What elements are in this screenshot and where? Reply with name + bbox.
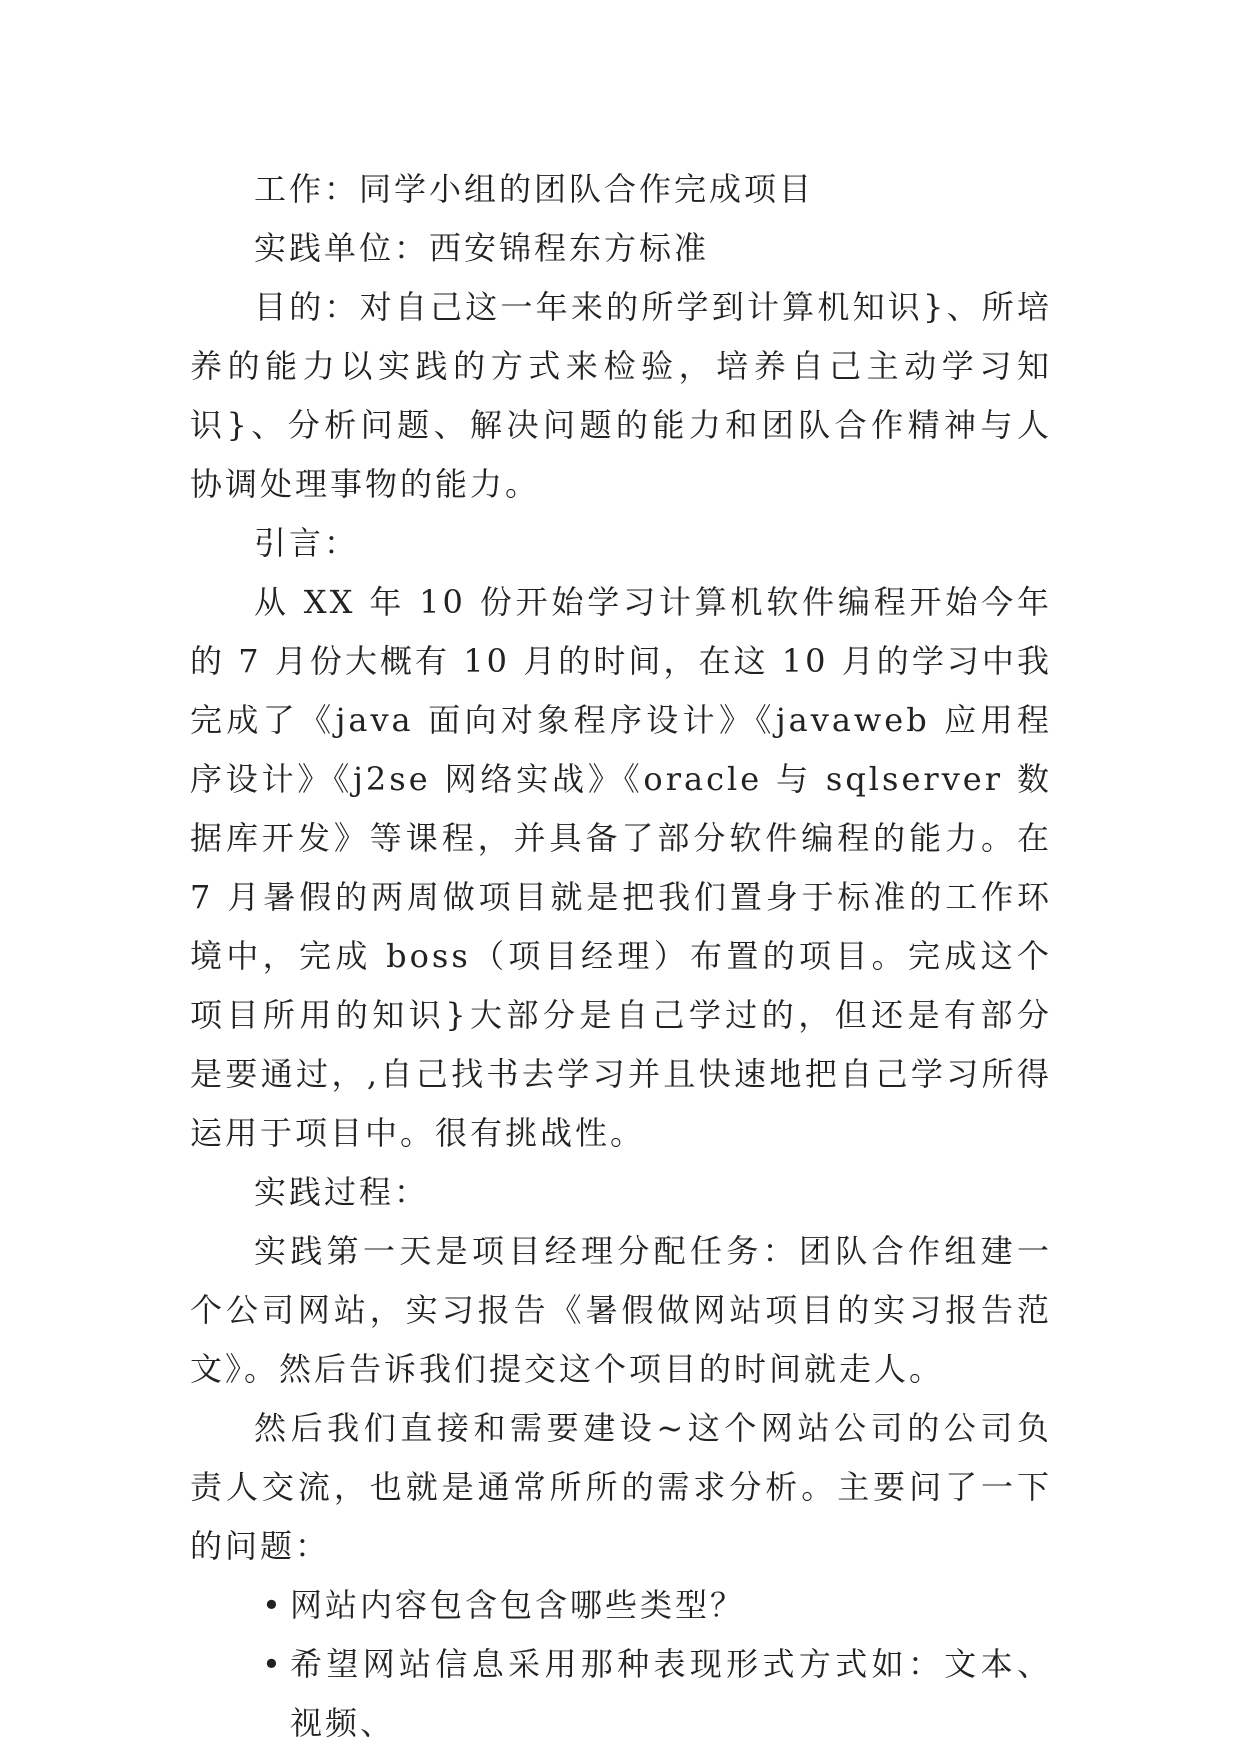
paragraph-work: 工作：同学小组的团队合作完成项目 [254, 170, 815, 208]
paragraph-day-one: 实践第一天是项目经理分配任务：团队合作组建一个公司网站，实习报告《暑假做网站项目的实习报告范文》。然后告诉我们提交这个项目的时间就走人。 [190, 1232, 1052, 1388]
bullet-dot: • [262, 1586, 284, 1624]
list-item [190, 1576, 1052, 1635]
heading-introduction: 引言： [254, 524, 360, 562]
paragraph-requirements: 然后我们直接和需要建设~这个网站公司的公司负责人交流，也就是通常所所的需求分析。主要问了一下的问题： [190, 1409, 1052, 1565]
bullet-dot: • [262, 1645, 284, 1683]
document-page [190, 160, 1052, 1753]
list-item-text: 希望网站信息采用那种表现形式方式如：文本、视频、 [290, 1645, 1052, 1742]
paragraph-introduction: 从 XX 年 10 份开始学习计算机软件编程开始今年的 7 月份大概有 10 月的时间，在这 10 月的学习中我完成了《java 面向对象程序设计》《javaweb 应用程序设计》《j2se 网络实战》《oracle 与 sqlserver 数据库开发》等课程，并具备了部分软件编程的能力。在 7 月暑假的两周做项目就是把我们置身于标准的工作环境中，完成 boss（项目经理）布置的项目。完成这个项目所用的知识}大部分是自己学过的，但还是有部分是要通过，,自己找书去学习并且快速地把自己学习所得运用于项目中。很有挑战性。 [190, 583, 1052, 1152]
list-item-text: 网站内容包含包含哪些类型？ [290, 1586, 746, 1624]
paragraph-unit: 实践单位：西安锦程东方标准 [254, 229, 710, 267]
heading-practice-process: 实践过程： [254, 1173, 430, 1211]
list-item [190, 1635, 1052, 1753]
paragraph-purpose: 目的：对自己这一年来的所学到计算机知识}、所培养的能力以实践的方式来检验，培养自己主动学习知识}、分析问题、解决问题的能力和团队合作精神与人协调处理事物的能力。 [190, 288, 1052, 503]
